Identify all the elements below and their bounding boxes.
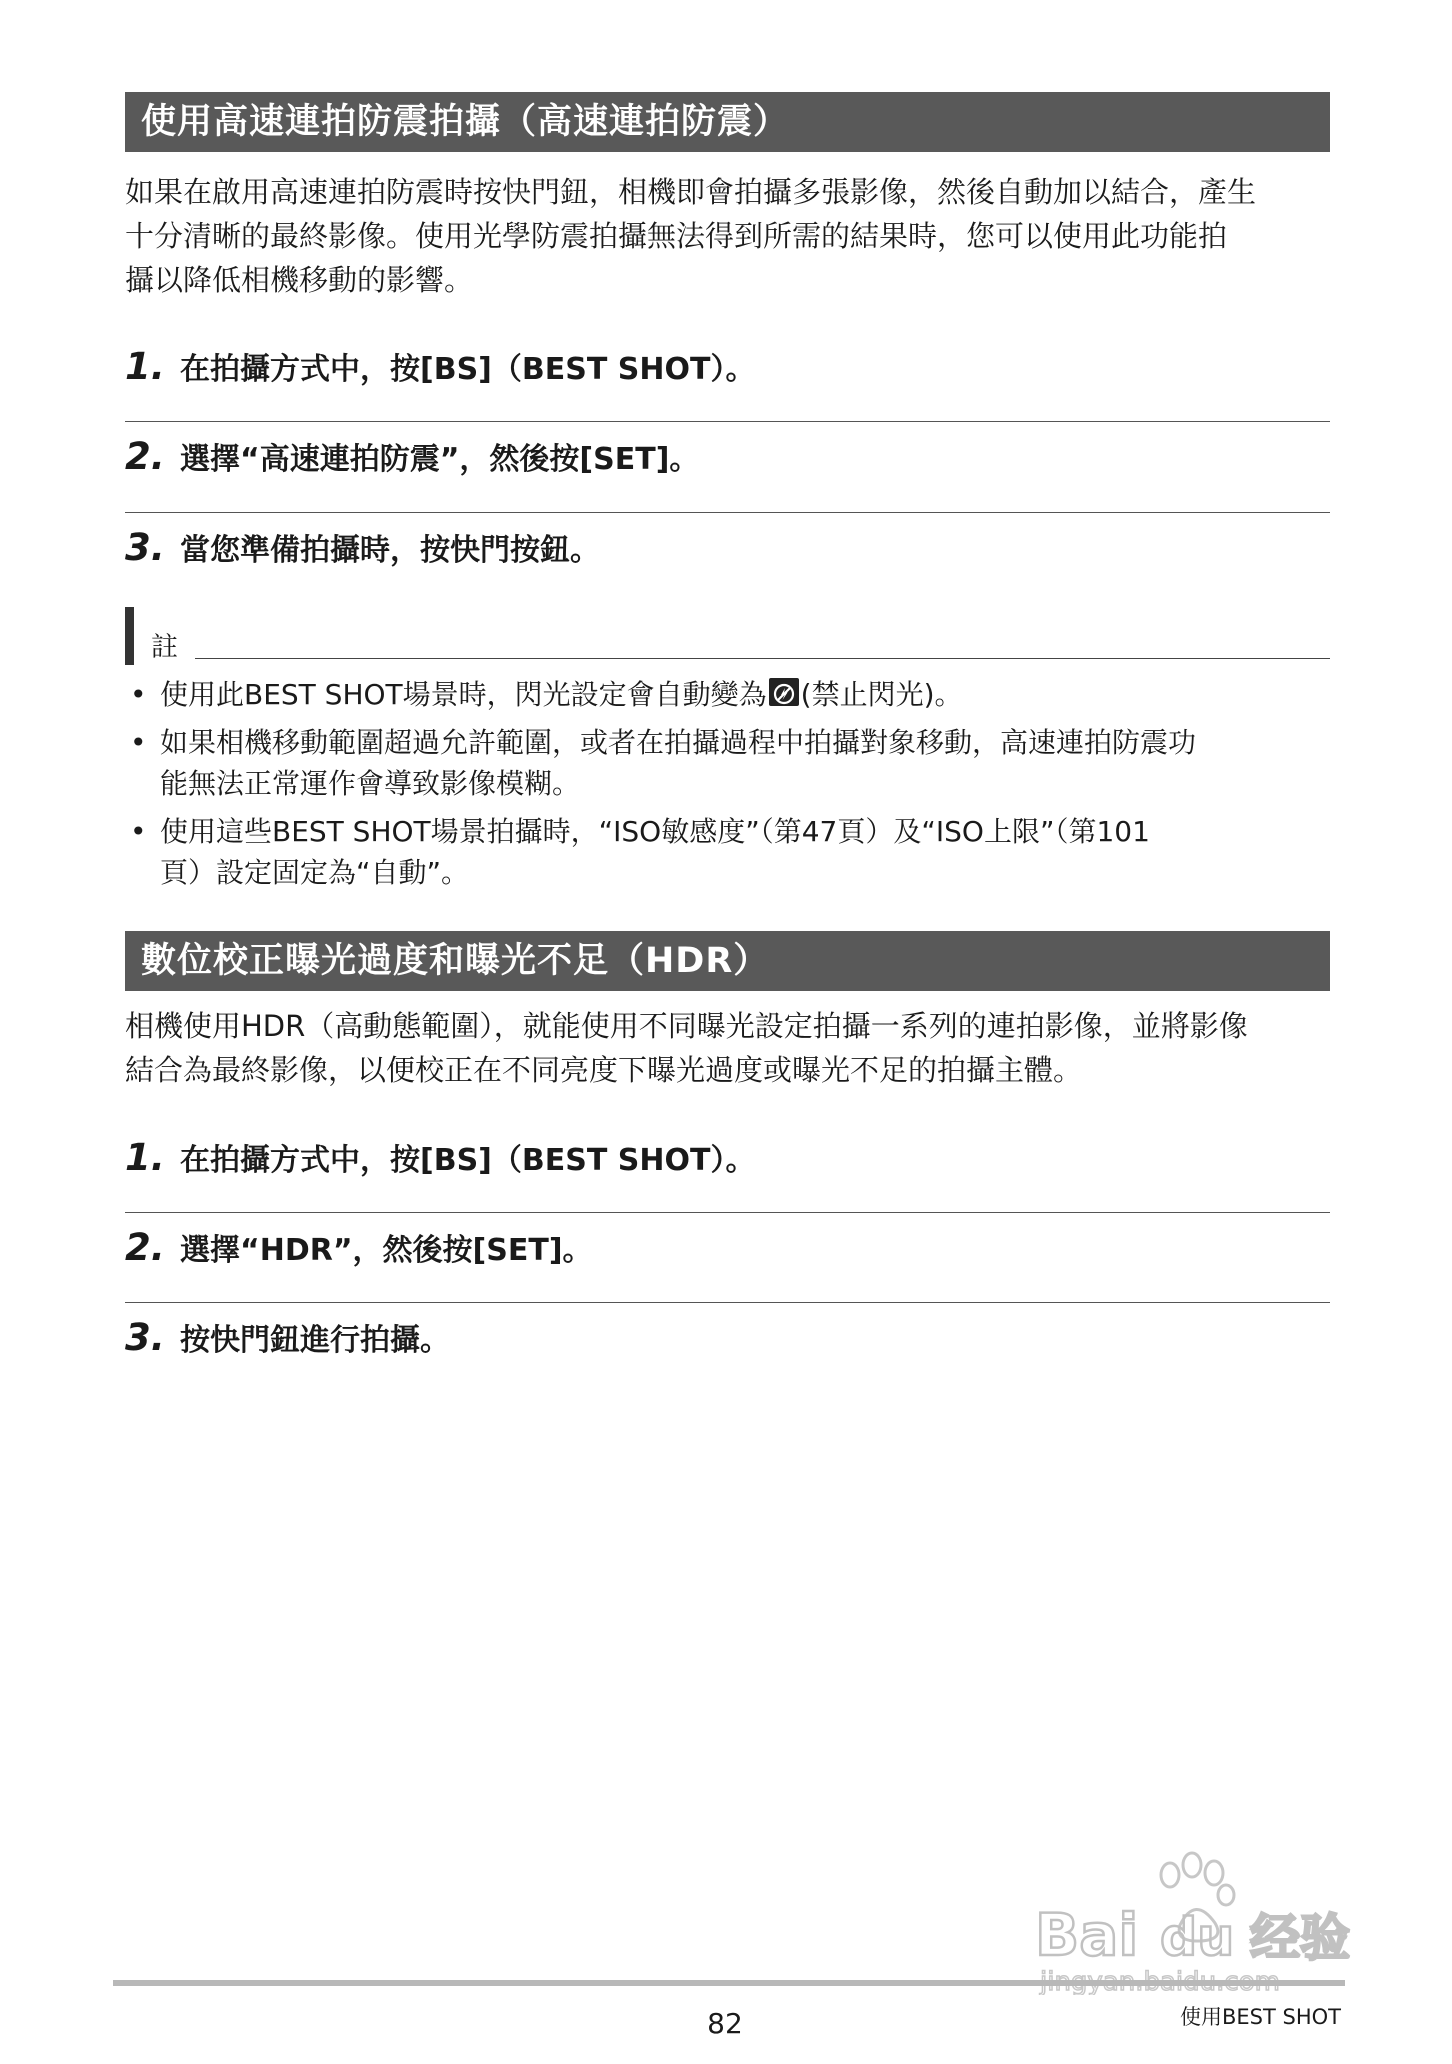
note-label: 註 <box>151 632 178 663</box>
bullet-line: 能無法正常運作會導致影像模糊。 <box>160 767 581 800</box>
step-text: 按快門鈕進行拍攝。 <box>180 1323 450 1358</box>
flash-off-icon <box>769 678 799 706</box>
step-divider <box>125 1302 1330 1303</box>
bullet-dot: • <box>130 815 147 848</box>
step-number: 2. <box>125 1226 165 1269</box>
step-2 <box>125 1223 593 1273</box>
step-1 <box>125 342 755 392</box>
step-divider <box>125 1212 1330 1213</box>
bullet-text-part: (禁止閃光)。 <box>800 678 963 711</box>
section-title-2: 數位校正曝光過度和曝光不足（HDR） <box>141 941 770 981</box>
section-title-1: 使用高速連拍防震拍攝（高速連拍防震） <box>141 102 790 142</box>
step-number: 1. <box>125 345 165 388</box>
page-number: 82 <box>707 2007 743 2040</box>
svg-text:du: du <box>1160 1908 1235 1968</box>
intro-line: 相機使用HDR（高動態範圍），就能使用不同曝光設定拍攝一系列的連拍影像，並將影像 <box>125 1009 1248 1043</box>
step-number: 1. <box>125 1136 165 1179</box>
step-2 <box>125 432 699 482</box>
step-3 <box>125 523 600 573</box>
svg-text:经验: 经验 <box>1250 1909 1350 1967</box>
step-text: 在拍攝方式中，按[BS]（BEST SHOT）。 <box>180 352 756 387</box>
bullet-line: 如果相機移動範圍超過允許範圍，或者在拍攝過程中拍攝對象移動，高速連拍防震功 <box>160 726 1197 759</box>
bullet-line: 頁）設定固定為“自動”。 <box>160 856 470 889</box>
footer-section-label: 使用BEST SHOT <box>1180 2005 1341 2029</box>
intro-line: 結合為最終影像，以便校正在不同亮度下曝光過度或曝光不足的拍攝主體。 <box>125 1053 1083 1087</box>
bullet-dot: • <box>130 726 147 759</box>
section-banner-2 <box>125 931 1330 991</box>
bullet-line: 使用這些BEST SHOT場景拍攝時，“ISO敏感度”（第47頁）及“ISO上限”（第101 <box>160 815 1150 848</box>
step-divider <box>125 421 1330 422</box>
bullet-text <box>160 722 1196 804</box>
step-3 <box>125 1313 450 1363</box>
step-text: 選擇“高速連拍防震”，然後按[SET]。 <box>180 442 700 477</box>
section2-intro <box>125 1004 1335 1092</box>
section1-intro <box>125 170 1335 302</box>
step-number: 2. <box>125 435 165 478</box>
step-text: 在拍攝方式中，按[BS]（BEST SHOT）。 <box>180 1143 756 1178</box>
step-text: 選擇“HDR”，然後按[SET]。 <box>180 1233 593 1268</box>
bullet-dot: • <box>130 678 147 711</box>
intro-line: 十分清晰的最終影像。使用光學防震拍攝無法得到所需的結果時，您可以使用此功能拍 <box>125 219 1228 253</box>
svg-text:Bai: Bai <box>1035 1901 1139 1969</box>
step-divider <box>125 512 1330 513</box>
step-number: 3. <box>125 1316 165 1359</box>
footer-rule <box>113 1980 1345 1986</box>
section-banner-1 <box>125 92 1330 152</box>
step-text: 當您準備拍攝時，按快門按鈕。 <box>180 533 600 568</box>
bullet-text <box>160 674 963 715</box>
intro-line: 攝以降低相機移動的影響。 <box>125 263 474 297</box>
step-1 <box>125 1133 755 1183</box>
bullet-text <box>160 811 1150 893</box>
note-divider <box>195 658 1330 659</box>
intro-line: 如果在啟用高速連拍防震時按快門鈕，相機即會拍攝多張影像，然後自動加以結合，產生 <box>125 175 1257 209</box>
step-number: 3. <box>125 526 165 569</box>
baidu-jingyan-watermark <box>1030 1845 1370 1995</box>
note-marker <box>125 607 134 665</box>
bullet-text-part: 使用此BEST SHOT場景時，閃光設定會自動變為 <box>160 678 767 711</box>
